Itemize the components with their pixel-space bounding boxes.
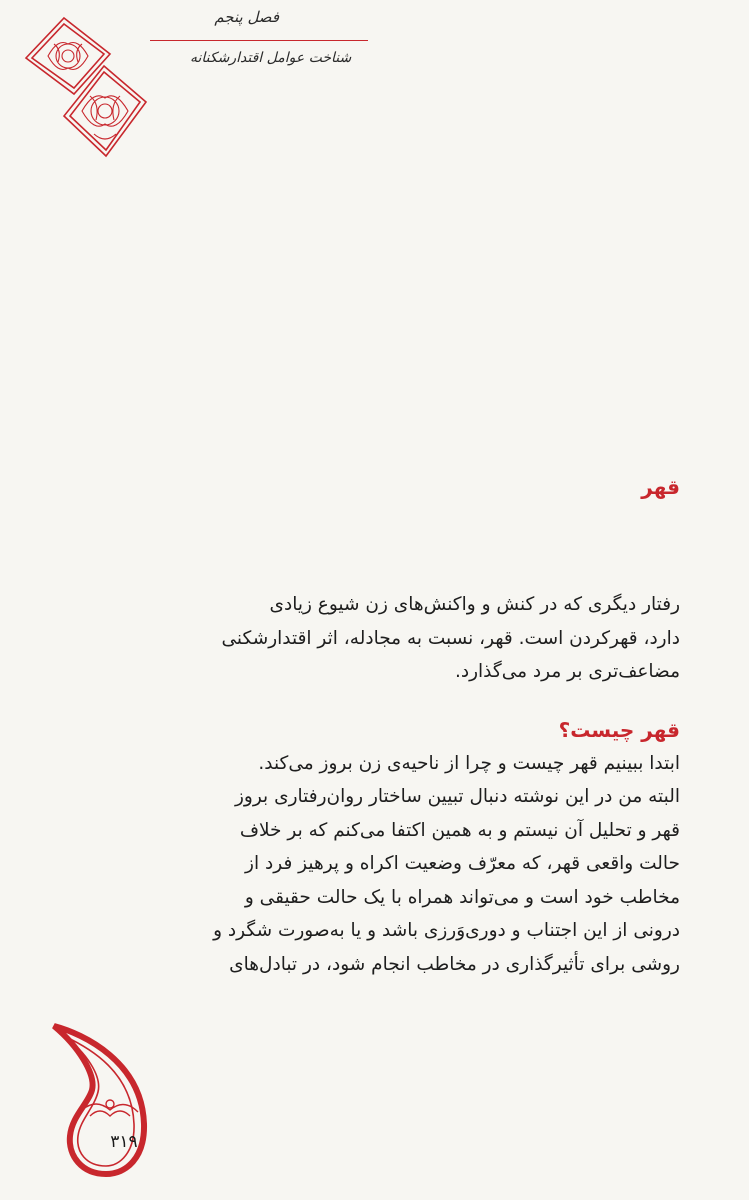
page-number: ۳۱۹	[110, 1132, 138, 1152]
text-line: مضاعف‌تری بر مرد می‌گذارد.	[454, 661, 680, 682]
paragraph	[170, 747, 680, 982]
text-line: درونی از این اجتناب و دوری‌وَرزی باشد و یا به‌صورت شگرد و	[213, 920, 680, 941]
text-line: دارد، قهرکردن است. قهر، نسبت به مجادله، اثر اقتدارشکنی	[221, 627, 680, 649]
page-header	[0, 0, 749, 170]
text-line: البته من در این نوشته دنبال تبیین ساختار روان‌رفتاری بروز	[234, 786, 680, 807]
section-heading: قهر چیست؟	[558, 717, 680, 742]
arabesque-ornament-icon	[14, 16, 149, 161]
text-line: رفتار دیگری که در کنش و واکنش‌های زن شیوع زیادی	[269, 594, 680, 615]
text-line: ابتدا ببینیم قهر چیست و چرا از ناحیه‌ی زن بروز می‌کند.	[258, 752, 680, 774]
paragraph	[170, 588, 680, 689]
text-line: حالت واقعی قهر، که معرّف وضعیت اکراه و پرهیز فرد از	[245, 853, 680, 874]
paisley-ornament-icon	[44, 1020, 154, 1180]
text-line: روشی برای تأثیرگذاری در مخاطب انجام شود، در تبادل‌های	[229, 953, 680, 975]
section-heading: قهر	[641, 475, 680, 499]
text-line: مخاطب خود است و می‌تواند همراه با یک حالت حقیقی و	[244, 886, 680, 908]
page-body	[170, 470, 680, 981]
chapter-subtitle: شناخت عوامل اقتدارشکنانه	[190, 50, 352, 66]
chapter-title: فصل پنجم	[214, 8, 279, 26]
header-divider	[150, 40, 368, 41]
text-line: قهر و تحلیل آن نیستم و به همین اکتفا می‌کنم که بر خلاف	[239, 819, 680, 841]
